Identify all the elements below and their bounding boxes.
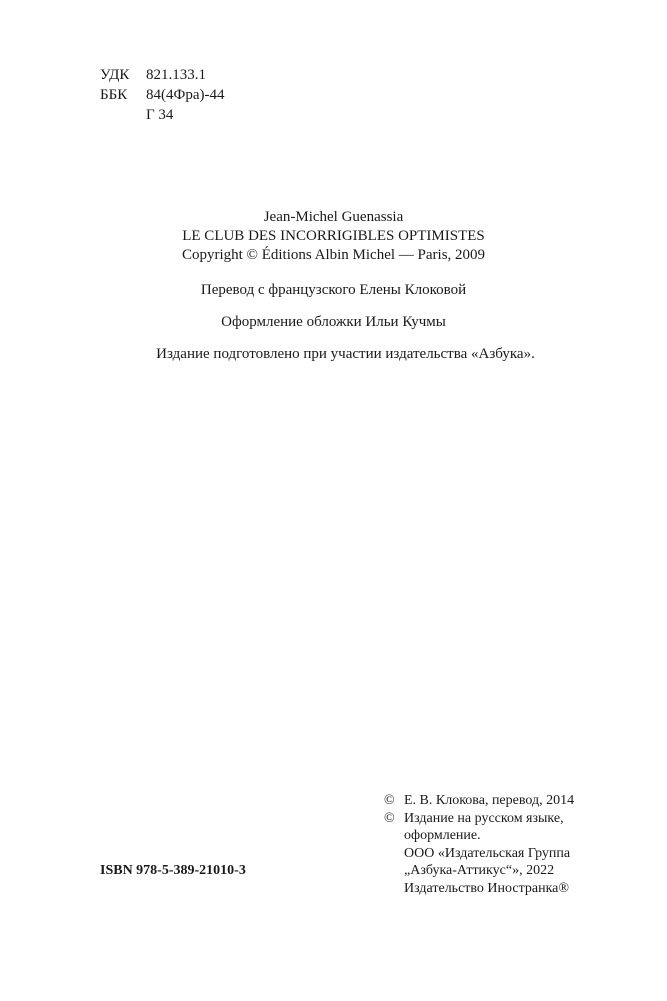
udk-value: 821.133.1 <box>146 67 206 83</box>
bbk-label: ББК <box>100 87 128 103</box>
copyright-line: ООО «Издательская Группа <box>404 845 571 861</box>
copyright-notices <box>384 792 574 897</box>
copyright-line: Издание на русском языке, <box>404 810 564 826</box>
copyright-edition <box>384 810 574 828</box>
original-author: Jean-Michel Guenassia <box>263 209 404 225</box>
author-mark-row <box>100 106 225 126</box>
bbk-value: 84(4Фра)-44 <box>146 87 225 103</box>
isbn: ISBN 978-5-389-21010-3 <box>100 863 246 878</box>
copyright-line: „Азбука-Аттикус“», 2022 <box>404 863 555 878</box>
translation-credit: Перевод с французского Елены Клоковой <box>200 282 467 298</box>
copyright-sign: © <box>384 810 395 826</box>
original-credits <box>0 208 667 265</box>
copyright-line: Е. В. Клокова, перевод, 2014 <box>404 793 575 808</box>
cover-credit: Оформление обложки Ильи Кучмы <box>221 314 446 330</box>
author-mark: Г 34 <box>146 107 174 123</box>
original-title: LE CLUB DES INCORRIGIBLES OPTIMISTES <box>182 228 485 244</box>
copyright-line: оформление. <box>404 828 481 843</box>
classification-block <box>100 66 225 126</box>
original-copyright: Copyright © Éditions Albin Michel — Paris, 2009 <box>181 247 486 263</box>
edition-note: Издание подготовлено при участии издательства «Азбука». <box>156 346 535 362</box>
copyright-sign: © <box>384 793 395 808</box>
copyright-line: Издательство Иностранка® <box>404 880 570 896</box>
bbk-row <box>100 86 225 106</box>
copyright-translation <box>384 792 574 810</box>
udk-row <box>100 66 225 86</box>
udk-label: УДК <box>100 67 130 83</box>
